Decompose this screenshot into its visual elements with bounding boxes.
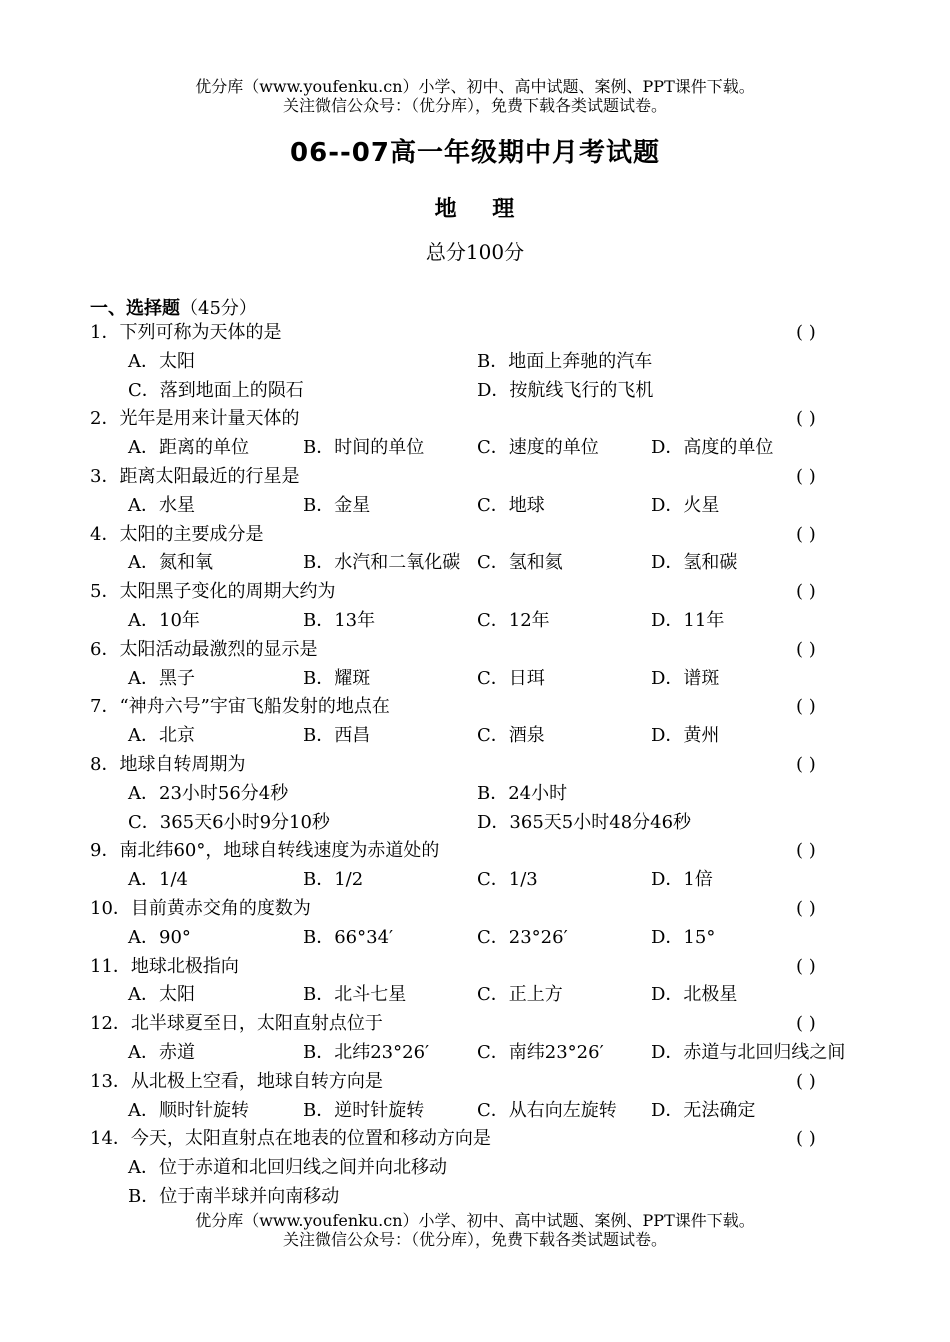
answer-option: C．酒泉 (477, 725, 545, 747)
question-item (0, 693, 950, 722)
answer-option: A．顺时针旋转 (128, 1099, 249, 1121)
option-row (0, 780, 950, 809)
answer-blank: ( ) (796, 840, 816, 862)
option-row (0, 981, 950, 1010)
answer-option: B．水汽和二氧化碳 (303, 552, 461, 574)
answer-option: D．氢和碳 (651, 552, 738, 574)
option-row (0, 377, 950, 406)
answer-option: A．水星 (128, 494, 195, 516)
answer-option: B．24小时 (477, 782, 568, 804)
question-text: 6．太阳活动最激烈的显示是 (90, 638, 318, 660)
answer-option: A．距离的单位 (128, 437, 249, 459)
answer-option: B．66°34′ (303, 926, 394, 948)
answer-option: C．地球 (477, 494, 545, 516)
banner-line: 关注微信公众号：（优分库），免费下载各类试题试卷。 (282, 96, 667, 115)
question-item (0, 895, 950, 924)
answer-blank: ( ) (796, 753, 816, 775)
answer-option: C．1/3 (477, 869, 538, 891)
answer-option: A．太阳 (128, 984, 195, 1006)
question-text: 4．太阳的主要成分是 (90, 523, 264, 545)
answer-blank: ( ) (796, 638, 816, 660)
banner-line: 优分库（www.youfenku.cn）小学、初中、高中试题、案例、PPT课件下载。 (195, 1211, 755, 1230)
answer-option: A．23小时56分4秒 (128, 782, 289, 804)
option-row (0, 1097, 950, 1126)
answer-blank: ( ) (796, 523, 816, 545)
answer-option: D．赤道与北回归线之间 (651, 1041, 846, 1063)
answer-blank: ( ) (796, 581, 816, 603)
question-item (0, 405, 950, 434)
question-text: 1．下列可称为天体的是 (90, 322, 282, 343)
question-item (0, 319, 950, 348)
option-row (0, 607, 950, 636)
answer-option: D．无法确定 (651, 1099, 756, 1121)
question-item (0, 837, 950, 866)
option-row (0, 1183, 950, 1212)
option-row (0, 549, 950, 578)
answer-option: C．速度的单位 (477, 437, 599, 459)
question-text: 10．目前黄赤交角的度数为 (90, 897, 311, 919)
section-title: 一、选择题 (90, 298, 180, 319)
question-text: 2．光年是用来计量天体的 (90, 408, 300, 430)
question-text: 8．地球自转周期为 (90, 753, 246, 775)
exam-title: 06--07高一年级期中月考试题 (290, 138, 660, 168)
answer-option: A．氮和氧 (128, 552, 213, 574)
question-text: 9．南北纬60°，地球自转线速度为赤道处的 (90, 840, 440, 862)
option-row (0, 492, 950, 521)
answer-option: A．太阳 (128, 350, 195, 372)
answer-option: A．90° (128, 926, 191, 948)
option-row (0, 722, 950, 751)
answer-option: D．1倍 (651, 869, 713, 891)
answer-option: A．北京 (128, 725, 195, 747)
question-item (0, 463, 950, 492)
answer-option: B．1/2 (303, 869, 364, 891)
answer-option: B．时间的单位 (303, 437, 425, 459)
question-text: 14．今天，太阳直射点在地表的位置和移动方向是 (90, 1128, 491, 1150)
question-item (0, 636, 950, 665)
answer-blank: ( ) (796, 897, 816, 919)
answer-option: B．13年 (303, 609, 376, 631)
answer-option: B．金星 (303, 494, 371, 516)
question-item (0, 953, 950, 982)
answer-option: D．按航线飞行的飞机 (477, 379, 654, 401)
option-row (0, 348, 950, 377)
question-item (0, 751, 950, 780)
answer-blank: ( ) (796, 1128, 816, 1150)
answer-option: A．黑子 (128, 667, 195, 689)
option-row (0, 809, 950, 838)
question-text: 12．北半球夏至日，太阳直射点位于 (90, 1013, 383, 1035)
answer-option: A．1/4 (128, 869, 188, 891)
question-item (0, 521, 950, 550)
answer-option: D．15° (651, 926, 716, 948)
answer-option: B．地面上奔驰的汽车 (477, 350, 653, 372)
answer-option: C．从右向左旋转 (477, 1099, 617, 1121)
answer-blank: ( ) (796, 955, 816, 977)
total-score: 总分100分 (425, 240, 525, 264)
subject-title: 地 理 (434, 197, 516, 222)
answer-option: B．位于南半球并向南移动 (128, 1185, 340, 1207)
answer-option: A．位于赤道和北回归线之间并向北移动 (128, 1157, 447, 1179)
answer-option: B．耀斑 (303, 667, 371, 689)
banner-line: 关注微信公众号：（优分库），免费下载各类试题试卷。 (282, 1230, 667, 1249)
question-text: 13．从北极上空看，地球自转方向是 (90, 1070, 383, 1092)
option-row (0, 866, 950, 895)
answer-option: C．日珥 (477, 667, 545, 689)
answer-option: B．逆时针旋转 (303, 1099, 425, 1121)
option-row (0, 1039, 950, 1068)
answer-option: D．黄州 (651, 725, 720, 747)
answer-option: B．西昌 (303, 725, 371, 747)
answer-option: D．高度的单位 (651, 437, 774, 459)
question-text: 5．太阳黑子变化的周期大约为 (90, 581, 336, 603)
answer-option: A．10年 (128, 609, 200, 631)
option-row (0, 924, 950, 953)
answer-option: C．南纬23°26′ (477, 1041, 604, 1063)
answer-option: D．北极星 (651, 984, 738, 1006)
answer-blank: ( ) (796, 1070, 816, 1092)
question-item (0, 1125, 950, 1154)
header-banner (0, 77, 950, 115)
answer-option: D．谱斑 (651, 667, 720, 689)
question-text: 7．“神舟六号”宇宙飞船发射的地点在 (90, 696, 390, 718)
answer-option: D．11年 (651, 609, 725, 631)
answer-blank: ( ) (796, 696, 816, 718)
answer-blank: ( ) (796, 1013, 816, 1035)
answer-option: B．北斗七星 (303, 984, 407, 1006)
question-item (0, 578, 950, 607)
answer-option: C．落到地面上的陨石 (128, 379, 304, 401)
answer-blank: ( ) (796, 322, 816, 343)
answer-option: A．赤道 (128, 1041, 195, 1063)
answer-option: C．氢和氦 (477, 552, 563, 574)
answer-option: B．北纬23°26′ (303, 1041, 430, 1063)
answer-blank: ( ) (796, 465, 816, 487)
answer-option: D．365天5小时48分46秒 (477, 811, 692, 833)
answer-option: D．火星 (651, 494, 720, 516)
question-item (0, 1068, 950, 1097)
option-row (0, 434, 950, 463)
answer-option: C．12年 (477, 609, 550, 631)
question-item (0, 1010, 950, 1039)
section-heading (90, 294, 257, 320)
question-list (0, 319, 950, 1212)
question-text: 11．地球北极指向 (90, 955, 239, 977)
answer-blank: ( ) (796, 408, 816, 430)
banner-line: 优分库（www.youfenku.cn）小学、初中、高中试题、案例、PPT课件下载。 (195, 77, 755, 96)
question-text: 3．距离太阳最近的行星是 (90, 465, 300, 487)
answer-option: C．365天6小时9分10秒 (128, 811, 330, 833)
answer-option: C．23°26′ (477, 926, 568, 948)
footer-banner (0, 1211, 950, 1249)
option-row (0, 665, 950, 694)
section-score: （45分） (180, 298, 257, 319)
answer-option: C．正上方 (477, 984, 563, 1006)
option-row (0, 1154, 950, 1183)
